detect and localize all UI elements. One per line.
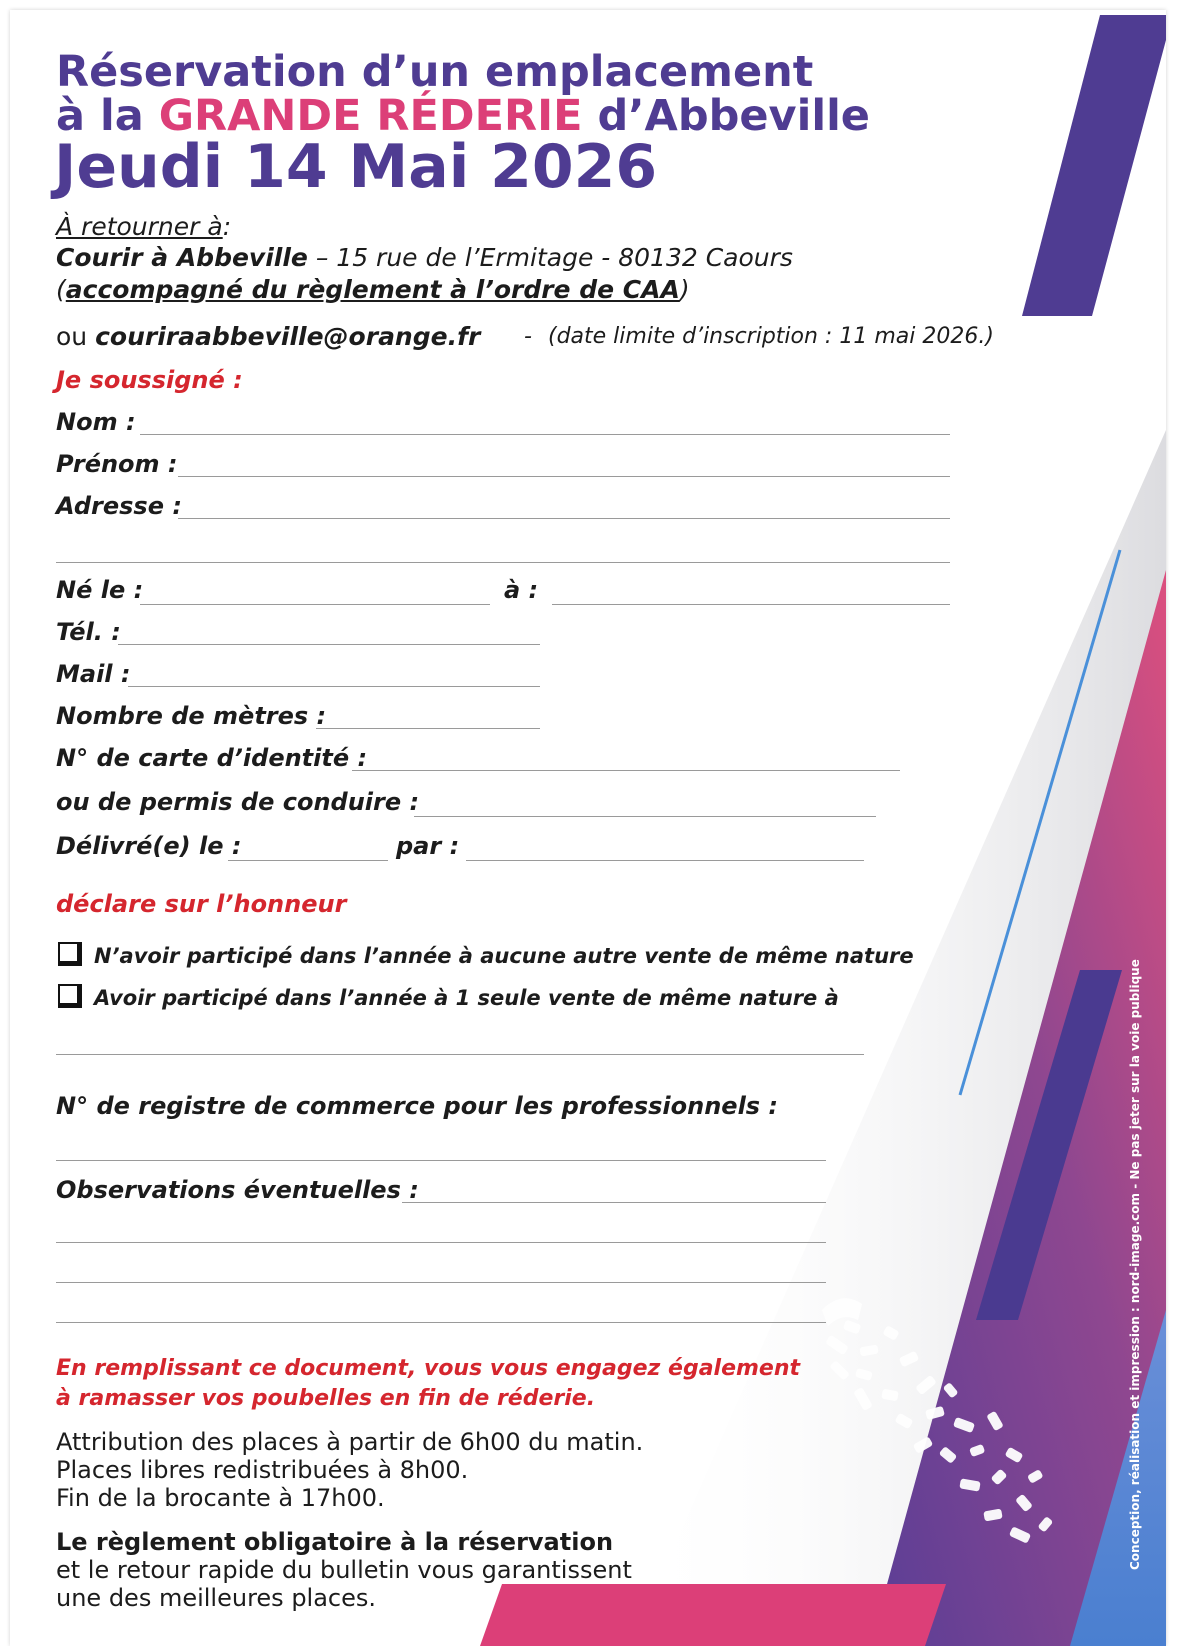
label-par: par : [396, 832, 460, 860]
field-adresse-2[interactable] [56, 562, 950, 563]
field-par[interactable] [466, 860, 864, 861]
closing-line3: une des meilleures places. [56, 1584, 377, 1612]
return-label [56, 212, 231, 241]
field-option2-lieu[interactable] [56, 1054, 864, 1055]
field-tel[interactable] [118, 644, 540, 645]
payment-note-close: ) [679, 275, 690, 304]
flyer-sheet [10, 10, 1166, 1646]
option2-text: Avoir participé dans l’année à 1 seule vente de même nature à [94, 986, 839, 1010]
commitment-line1: En remplissant ce document, vous vous engagez également [56, 1356, 801, 1381]
deadline: (date limite d’inscription : 11 mai 2026.) [548, 324, 994, 349]
label-prenom: Prénom : [56, 450, 178, 478]
field-metres[interactable] [316, 728, 540, 729]
org-name: Courir à Abbeville [56, 243, 308, 272]
bottom-pink-block [480, 1584, 946, 1646]
title-line2-prefix: à la [56, 91, 159, 141]
option1-text: N’avoir participé dans l’année à aucune autre vente de même nature [94, 944, 914, 968]
declaration-heading: déclare sur l’honneur [56, 890, 347, 918]
field-mail[interactable] [128, 686, 540, 687]
field-ne-le[interactable] [140, 604, 490, 605]
field-delivre[interactable] [228, 860, 388, 861]
observations-label: Observations éventuelles : [56, 1176, 419, 1204]
return-label-colon: : [222, 212, 232, 241]
commitment-line2: à ramasser vos poubelles en fin de réderie. [56, 1386, 596, 1411]
field-lieu-naissance[interactable] [552, 604, 950, 605]
email-prefix: ou [56, 322, 96, 351]
email-line [56, 322, 480, 351]
field-observations-2[interactable] [56, 1242, 826, 1243]
field-permis[interactable] [414, 816, 876, 817]
field-registre[interactable] [56, 1160, 826, 1161]
payment-note-text: accompagné du règlement à l’ordre de CAA [65, 275, 680, 304]
field-adresse[interactable] [178, 518, 950, 519]
checkbox-option1[interactable] [58, 942, 82, 966]
form-heading: Je soussigné : [56, 366, 243, 394]
label-adresse: Adresse : [56, 492, 182, 520]
info-line2: Places libres redistribuées à 8h00. [56, 1456, 469, 1484]
event-date: Jeudi 14 Mai 2026 [54, 132, 658, 202]
title-highlight: GRANDE RÉDERIE [158, 91, 583, 141]
field-observations-3[interactable] [56, 1282, 826, 1283]
field-observations-4[interactable] [56, 1322, 826, 1323]
field-nom[interactable] [140, 434, 950, 435]
label-metres: Nombre de mètres : [56, 702, 327, 730]
info-line1: Attribution des places à partir de 6h00 du matin. [56, 1428, 644, 1456]
top-purple-stripe [1022, 15, 1166, 316]
return-label-text: À retourner à [56, 212, 223, 241]
label-a: à : [504, 576, 539, 604]
title-line1: Réservation d’un emplacement [56, 47, 814, 97]
title-line2-suffix: d’Abbeville [582, 91, 870, 141]
label-nom: Nom : [56, 408, 136, 436]
field-prenom[interactable] [178, 476, 950, 477]
label-delivre: Délivré(e) le : [56, 832, 242, 860]
label-carte: N° de carte d’identité : [56, 744, 368, 772]
registre-label: N° de registre de commerce pour les professionnels : [56, 1092, 779, 1120]
label-mail: Mail : [56, 660, 131, 688]
side-credit: Conception, réalisation et impression : nord-image.com - Ne pas jeter sur la voie publique [1128, 959, 1142, 1570]
contact-email[interactable]: couriraabbeville@orange.fr [95, 322, 481, 351]
email-dash: - [524, 324, 532, 349]
closing-bold: Le règlement obligatoire à la réservation [56, 1528, 614, 1556]
label-tel: Tél. : [56, 618, 121, 646]
closing-line2: et le retour rapide du bulletin vous garantissent [56, 1556, 632, 1584]
label-permis: ou de permis de conduire : [56, 788, 420, 816]
payment-note-open: ( [56, 275, 66, 304]
org-address: – 15 rue de l’Ermitage - 80132 Caours [307, 243, 793, 272]
payment-note [56, 275, 690, 304]
return-address [56, 243, 793, 272]
checkbox-option2[interactable] [58, 984, 82, 1008]
label-ne-le: Né le : [56, 576, 144, 604]
info-line3: Fin de la brocante à 17h00. [56, 1484, 385, 1512]
field-carte[interactable] [352, 770, 900, 771]
field-observations-1[interactable] [402, 1202, 826, 1203]
